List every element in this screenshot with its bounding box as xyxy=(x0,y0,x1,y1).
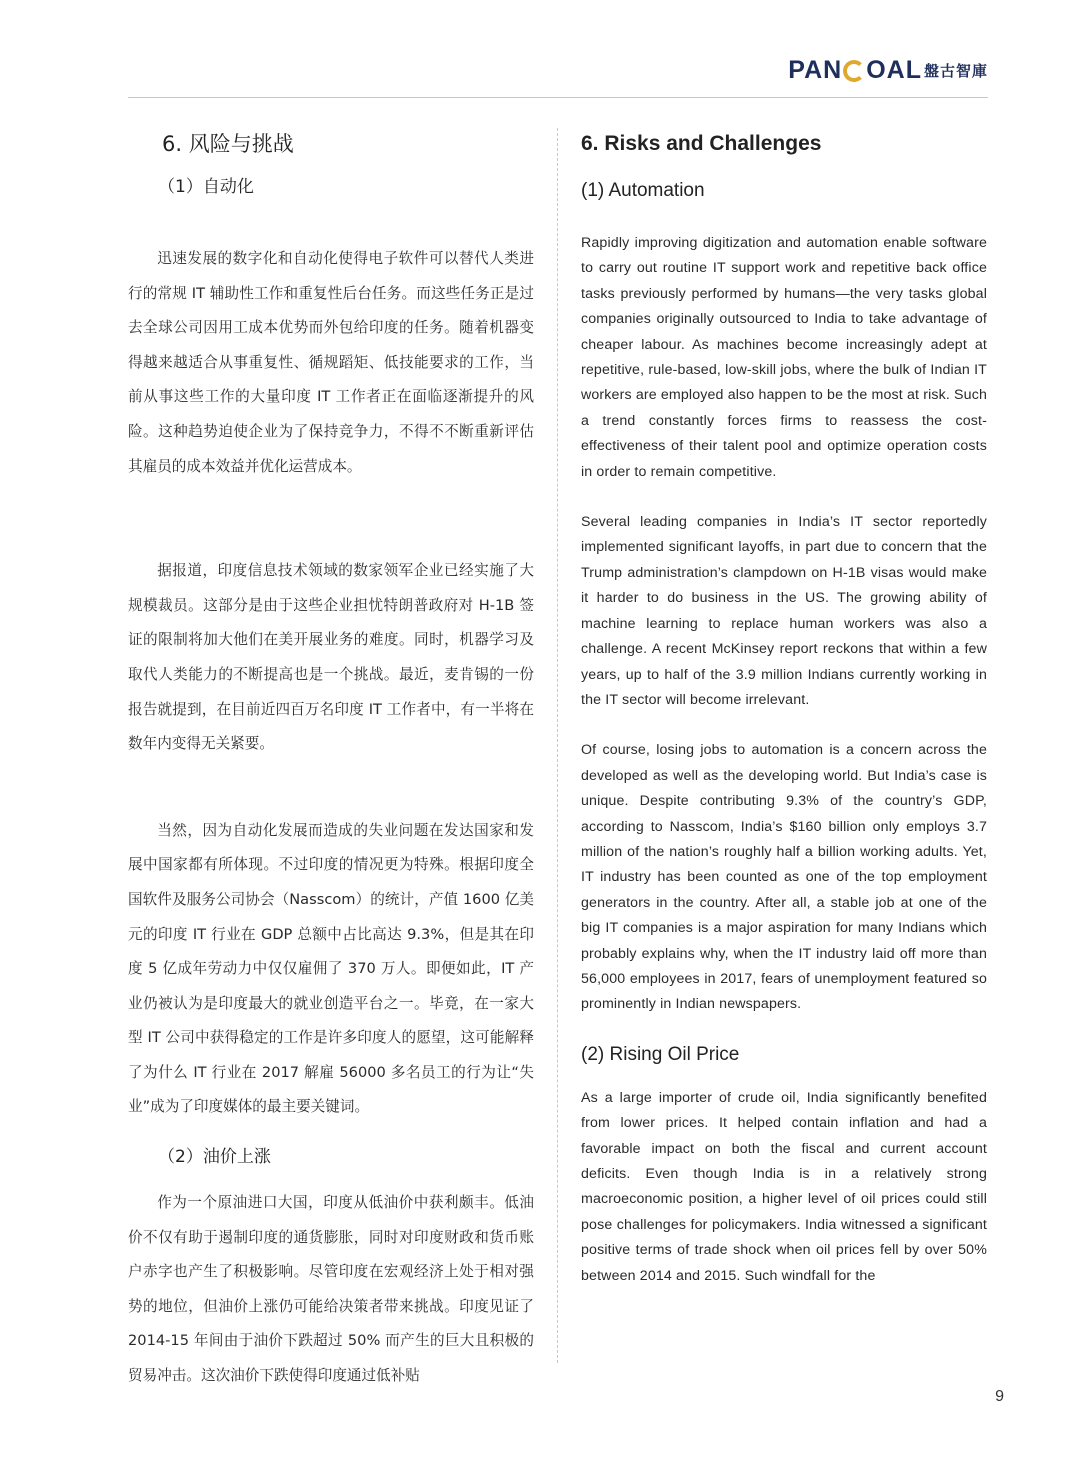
page-number: 9 xyxy=(995,1388,1004,1405)
logo-g-icon xyxy=(843,60,865,82)
cn-section-title: 6. 风险与挑战 xyxy=(162,132,294,156)
logo-chinese-name: 盤古智庫 xyxy=(923,61,988,80)
logo-wordmark xyxy=(788,56,988,85)
en-paragraph-4: As a large importer of crude oil, India significantly benefited from lower prices. It helped contain inflation and had a favorable impact on both the fiscal and current account deficits. Even though India is in a relatively strong macroeconomic position, a higher level of oil prices could still pose challenges for policymakers. India witnessed a significant positive terms of trade shock when oil prices fell by over 50% between 2014 and 2015. Such windfall for the xyxy=(581,1089,987,1284)
cn-paragraph-3: 当然，因为自动化发展而造成的失业问题在发达国家和发展中国家都有所体现。不过印度的情况更为特殊。根据印度全国软件及服务公司协会（Nasscom）的统计，产值 1600 亿美元的印度 IT 行业在 GDP 总额中占比高达 9.3%，但是其在印度 5 亿成年劳动力中仅仅雇佣了 370 万人。即便如此，IT 产业仍被认为是印度最大的就业创造平台之一。毕竟，在一家大型 IT 公司中获得稳定的工作是许多印度人的愿望，这可能解释了为什么 IT 行业在 2017 解雇 56000 多名员工的行为让“失业”成为了印度媒体的最主要关键词。 xyxy=(128,821,534,1116)
en-subheading-automation: (1) Automation xyxy=(581,180,705,201)
column-divider xyxy=(557,128,558,1363)
en-paragraph-2: Several leading companies in India’s IT sector reportedly implemented significant layoffs, in part due to concern that the Trump administration’s clampdown on H-1B visas would make it harder to do business in the US. The growing ability of machine learning to replace human workers was also a challenge. A recent McKinsey report reckons that within a few years, up to half of the 3.9 million Indians currently working in the IT sector will become irrelevant. xyxy=(581,514,987,708)
en-subheading-oil: (2) Rising Oil Price xyxy=(581,1043,740,1065)
en-paragraph-3: Of course, losing jobs to automation is a concern across the developed as well as the developing world. But India’s case is unique. Despite contributing 9.3% of the country’s GDP, according to Nasscom, India’s $160 billion only employs 3.7 million of the nation’s roughly half a billion working adults. Yet, IT industry has been counted as one of the top employment generators in the country. After all, a stable job at one of the big IT companies is a major aspiration for many Indians which probably explains why, when the IT industry laid off more than 56,000 employees in 2017, fears of unemployment featured so prominently in Indian newspapers. xyxy=(581,742,987,1013)
header-logo xyxy=(788,54,988,86)
en-section-title: 6. Risks and Challenges xyxy=(581,132,822,155)
cn-paragraph-1: 迅速发展的数字化和自动化使得电子软件可以替代人类进行的常规 IT 辅助性工作和重复性后台任务。而这些任务正是过去全球公司因用工成本优势而外包给印度的任务。随着机器变得越来越适合从事重复性、循规蹈矩、低技能要求的工作，当前从事这些工作的大量印度 IT 工作者正在面临逐渐提升的风险。这种趋势迫使企业为了保持竞争力，不得不不断重新评估其雇员的成本效益并优化运营成本。 xyxy=(128,250,534,475)
english-column xyxy=(581,120,987,1289)
header-rule xyxy=(128,97,988,98)
logo-text-post: OAL xyxy=(866,55,922,84)
chinese-column xyxy=(128,120,534,1394)
cn-paragraph-4: 作为一个原油进口大国，印度从低油价中获利颇丰。低油价不仅有助于遏制印度的通货膨胀，同时对印度财政和货币账户赤字也产生了积极影响。尽管印度在宏观经济上处于相对强势的地位，但油价上涨仍可能给决策者带来挑战。印度见证了 2014-15 年间由于油价下跌超过 50% 而产生的巨大且积极的贸易冲击。这次油价下跌使得印度通过低补贴 xyxy=(128,1194,534,1385)
cn-paragraph-2: 据报道，印度信息技术领域的数家领军企业已经实施了大规模裁员。这部分是由于这些企业担忧特朗普政府对 H-1B 签证的限制将加大他们在美开展业务的难度。同时，机器学习及取代人类能力的不断提高也是一个挑战。最近，麦肯锡的一份报告就提到，在目前近四百万名印度 IT 工作者中，有一半将在数年内变得无关紧要。 xyxy=(128,562,534,753)
logo-text-pre: PAN xyxy=(788,55,843,84)
en-paragraph-1: Rapidly improving digitization and automation enable software to carry out routine IT support work and repetitive back office tasks previously performed by humans—the very tasks global companies originally outsourced to India to take advantage of cheaper labour. As machines become increasingly adept at repetitive, rule-based, low-skill jobs, where the bulk of Indian IT workers are employed also happen to be the most at risk. Such a trend constantly forces firms to reassess the cost-effectiveness of their talent pool and optimize operation costs in order to remain competitive. xyxy=(581,235,987,480)
cn-subheading-automation: （1）自动化 xyxy=(158,177,254,197)
cn-subheading-oil: （2）油价上涨 xyxy=(158,1147,271,1168)
